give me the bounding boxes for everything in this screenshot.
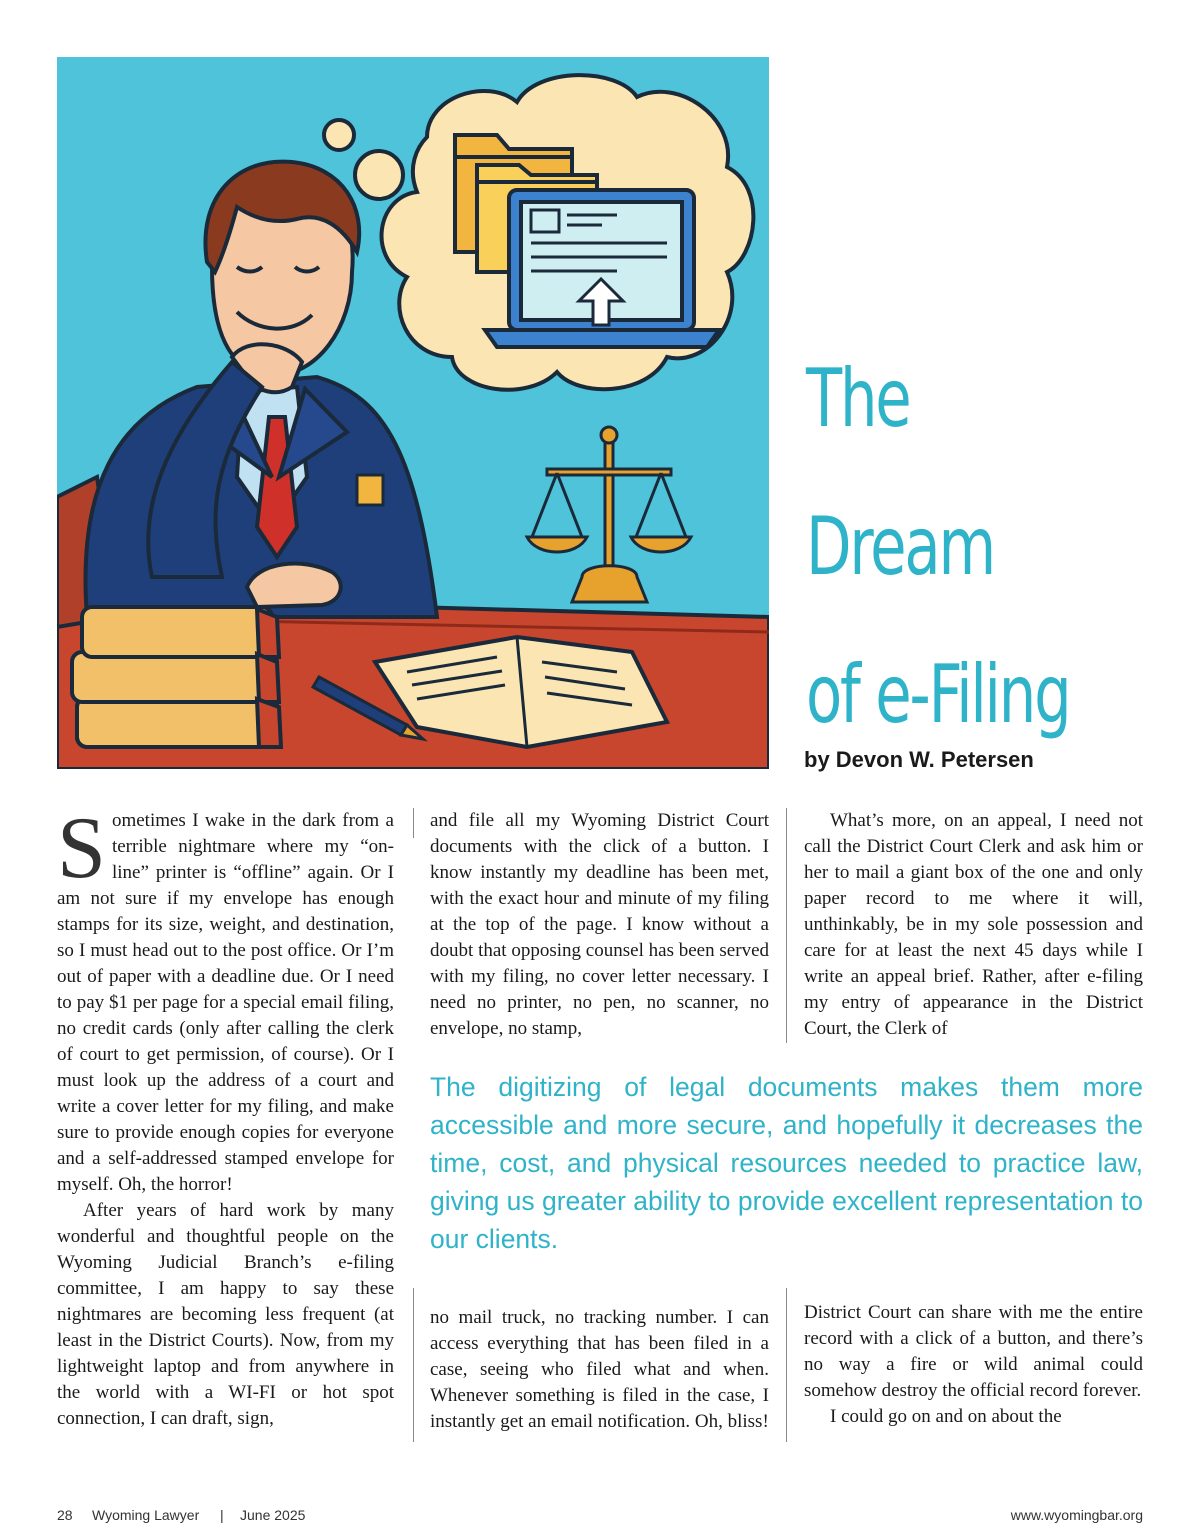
column-1 (57, 800, 394, 1432)
column-divider (413, 1288, 414, 1442)
column-2-bottom (430, 1305, 769, 1435)
title-line: Dream (806, 500, 994, 593)
paragraph: After years of hard work by many wonderful and thoughtful people on the Wyoming Judicial Branch’s e-filing committee, I am happy to say these nightmares are becoming less frequent (at least in the District Courts). Now, from my lightweight laptop and from anywhere in the world with a WI-FI or hot spot connection, I can draft, sign, (57, 1200, 394, 1429)
footer-issue: June 2025 (240, 1507, 306, 1523)
byline: by Devon W. Petersen (804, 747, 1034, 772)
paragraph-text: ometimes I wake in the dark from a terrible nightmare where my “online” printer is “offline” again. Or I am not sure if my envelope has enough stamps for its size, weight, and destination, so I must head out to the post office. Or I’m out of paper with a deadline due. Or I need to pay $1 per page for a special email filing, no credit cards (only after calling the clerk of court to get permission, of course). Or I must look up the address of a court and write a cover letter for my filing, and make sure to provide enough copies for everyone and a self-addressed stamped envelope for myself. Oh, the horror! (57, 810, 394, 1195)
column-divider (413, 808, 414, 838)
illustration-lawyer-dreaming (57, 57, 769, 769)
column-2-top (430, 808, 769, 1042)
drop-cap: S (57, 800, 106, 897)
column-3-bottom (804, 1300, 1143, 1430)
paragraph: District Court can share with me the entire record with a click of a button, and there’s no way a fire or wild animal could somehow destroy the official record forever. (804, 1302, 1143, 1401)
laptop-icon (485, 190, 719, 347)
paragraph: I could go on and on about the (830, 1406, 1062, 1427)
column-divider (786, 808, 787, 1043)
paragraph: and file all my Wyoming District Court documents with the click of a button. I know instantly my deadline has been met, with the exact hour and minute of my filing at the top of the page. I know without a doubt that opposing counsel has been served with my filing, no cover letter necessary. I need no printer, no pen, no scanner, no envelope, no stamp, (430, 810, 769, 1039)
pull-quote: The digitizing of legal documents makes them more accessible and more secure, and hopefully it decreases the time, cost, and physical resources needed to practice law, giving us greater ability to provide excellent representation to our clients. (430, 1072, 1143, 1254)
footer-website: www.wyomingbar.org (1010, 1507, 1143, 1523)
title-line: of e-Filing (806, 648, 1070, 741)
footer-separator: | (220, 1507, 224, 1523)
column-divider (786, 1288, 787, 1442)
paragraph (57, 800, 394, 1198)
footer-page-number: 28 (57, 1507, 73, 1523)
article-title (806, 325, 1070, 769)
footer-publication: Wyoming Lawyer (92, 1507, 200, 1523)
paragraph: What’s more, on an appeal, I need not call the District Court Clerk and ask him or her to mail a giant box of the one and only paper record to me where it will, unthinkably, be in my sole possession and care for at least the next 45 days while I write an appeal brief. Rather, after e-filing my entry of appearance in the District Court, the Clerk of (804, 810, 1143, 1039)
title-line: The (806, 352, 910, 445)
paragraph: no mail truck, no tracking number. I can access everything that has been filed in a case, seeing who filed what and when. Whenever something is filed in the case, I instantly get an email notification. Oh, bliss! (430, 1307, 769, 1432)
column-3-top (804, 808, 1143, 1042)
books-stack-icon (72, 607, 281, 747)
